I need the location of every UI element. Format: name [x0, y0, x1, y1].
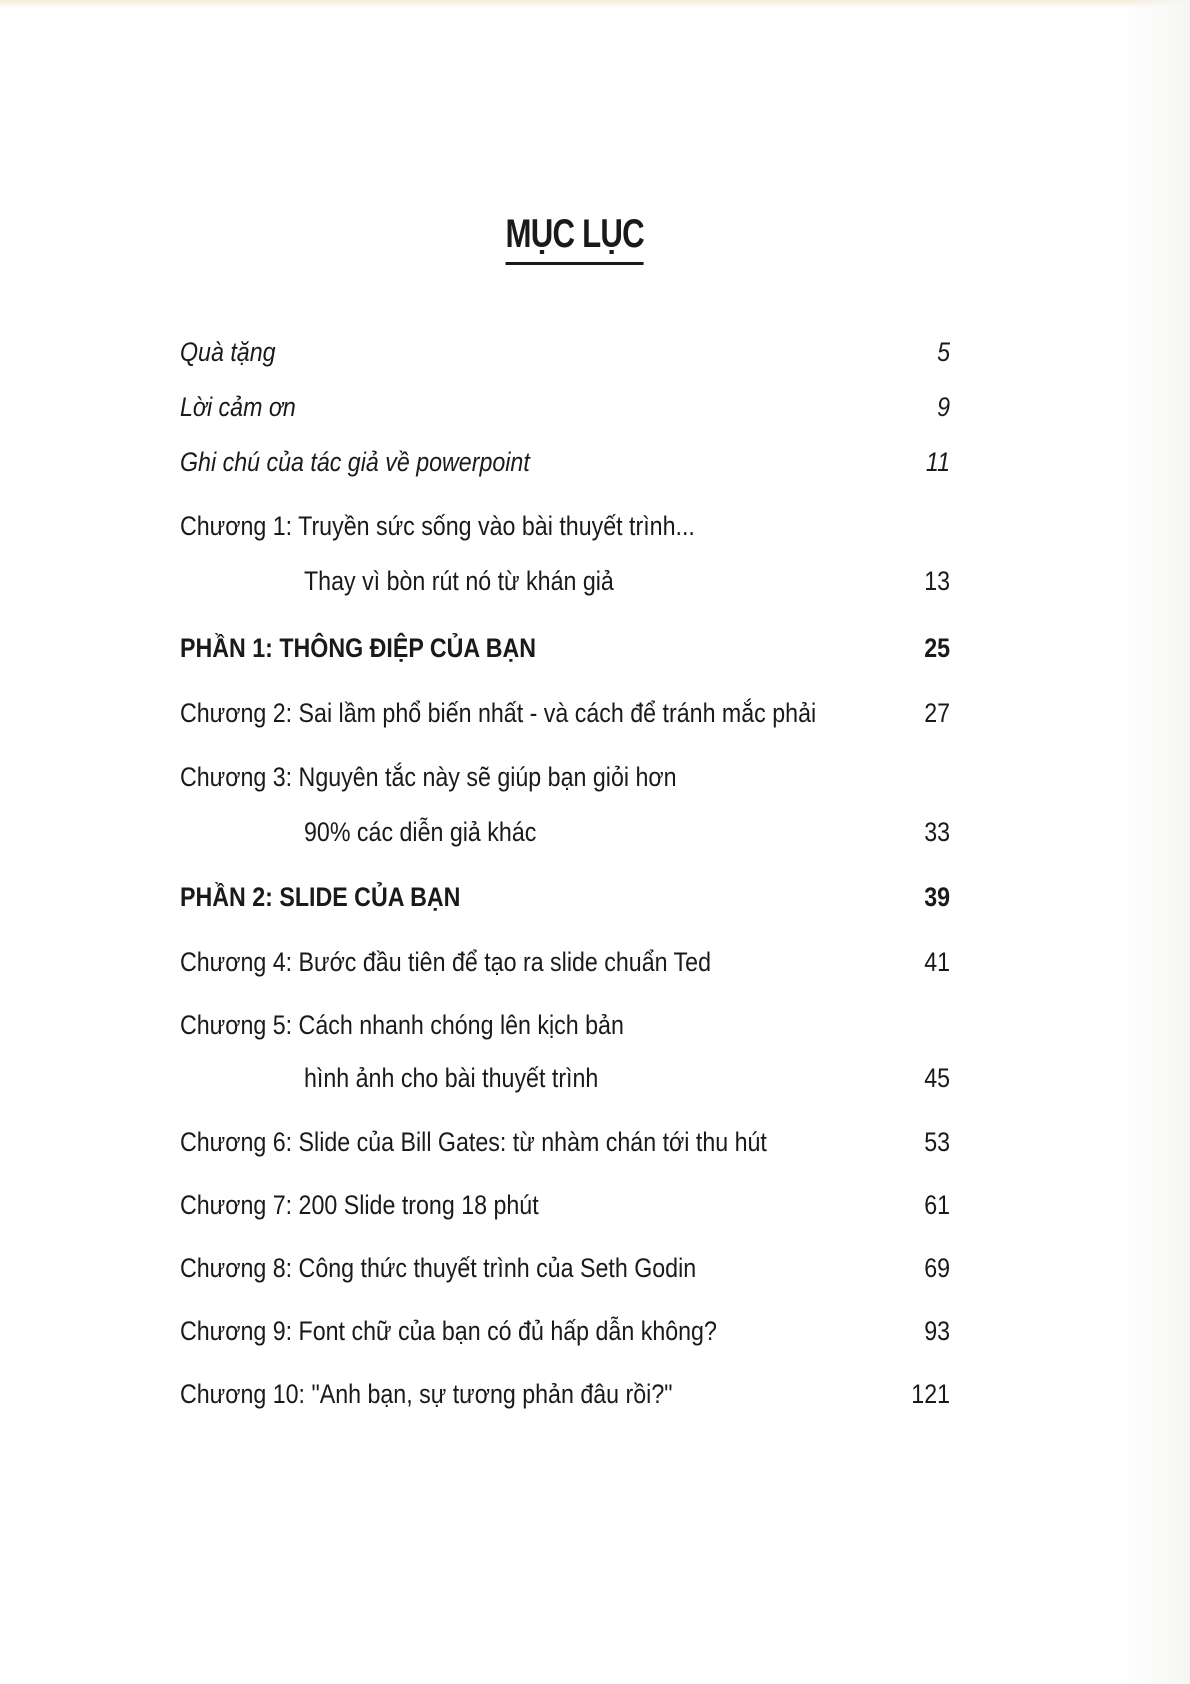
toc-entry-page: 11	[925, 447, 950, 477]
toc-entry-chapter-2	[180, 693, 950, 733]
toc-entry-label: Chương 7: 200 Slide trong 18 phút	[180, 1190, 539, 1220]
toc-entry-chapter-3-cont	[180, 812, 950, 852]
toc-entry-page: 69	[924, 1253, 950, 1283]
toc-entry-label: Chương 1: Truyền sức sống vào bài thuyết trình...	[180, 511, 695, 541]
toc-entry-label: Chương 4: Bước đầu tiên để tạo ra slide chuẩn Ted	[180, 947, 712, 977]
toc-entry-chapter-9	[180, 1311, 950, 1351]
toc-entry-page: 33	[924, 817, 950, 847]
toc-entry-label: Quà tặng	[180, 337, 276, 367]
toc-title-text: MỤC LỤC	[506, 212, 644, 265]
toc-entry-label: Chương 8: Công thức thuyết trình của Seth Godin	[180, 1253, 697, 1283]
toc-title	[0, 212, 1150, 265]
toc-entry-label: Chương 10: "Anh bạn, sự tương phản đâu rồi?"	[180, 1379, 673, 1409]
toc-entry-page: 5	[937, 337, 950, 367]
toc-entry-page: 53	[924, 1127, 950, 1157]
toc-entry-label: Chương 5: Cách nhanh chóng lên kịch bản	[180, 1010, 624, 1040]
toc-entry-label: Chương 3: Nguyên tắc này sẽ giúp bạn giỏi hơn	[180, 762, 677, 792]
toc-entry-author-note	[180, 442, 950, 482]
toc-entry-page: 121	[911, 1379, 950, 1409]
toc-entry-thanks	[180, 387, 950, 427]
toc-entry-chapter-7	[180, 1185, 950, 1225]
toc-entry-part-2	[180, 877, 950, 917]
toc-entry-page: 61	[924, 1190, 950, 1220]
toc-entry-chapter-1-cont	[180, 561, 950, 601]
toc-entry-label: Chương 9: Font chữ của bạn có đủ hấp dẫn không?	[180, 1316, 717, 1346]
toc-entry-page: 41	[924, 947, 950, 977]
toc-entry-chapter-6	[180, 1122, 950, 1162]
toc-entry-label: Thay vì bòn rút nó từ khán giả	[304, 566, 614, 596]
toc-entry-label: PHẦN 1: THÔNG ĐIỆP CỦA BẠN	[180, 633, 537, 663]
toc-entry-chapter-3	[180, 757, 950, 797]
toc-entry-chapter-10	[180, 1374, 950, 1414]
toc-entry-part-1	[180, 628, 950, 668]
toc-entry-page: 25	[924, 633, 950, 663]
toc-entry-label: PHẦN 2: SLIDE CỦA BẠN	[180, 882, 461, 912]
toc-entry-label: Ghi chú của tác giả về powerpoint	[180, 447, 530, 477]
toc-entry-gift	[180, 332, 950, 372]
toc-entry-page: 9	[937, 392, 950, 422]
page-top-edge	[0, 0, 1190, 8]
toc-entry-chapter-5	[180, 1005, 950, 1045]
toc-entry-page: 45	[924, 1063, 950, 1093]
toc-entry-page: 13	[924, 566, 950, 596]
toc-entry-page: 39	[924, 882, 950, 912]
toc-entry-label: Lời cảm ơn	[180, 392, 296, 422]
toc-entry-page: 93	[924, 1316, 950, 1346]
toc-entry-chapter-1	[180, 506, 950, 546]
toc-entry-chapter-5-cont	[180, 1058, 950, 1098]
toc-entry-chapter-4	[180, 942, 950, 982]
toc-entry-page: 27	[924, 698, 950, 728]
toc-entry-label: 90% các diễn giả khác	[304, 817, 537, 847]
toc-entry-chapter-8	[180, 1248, 950, 1288]
toc-entry-label: Chương 2: Sai lầm phổ biến nhất - và cách để tránh mắc phải	[180, 698, 817, 728]
toc-entry-label: hình ảnh cho bài thuyết trình	[304, 1063, 599, 1093]
toc-entry-label: Chương 6: Slide của Bill Gates: từ nhàm chán tới thu hút	[180, 1127, 767, 1157]
